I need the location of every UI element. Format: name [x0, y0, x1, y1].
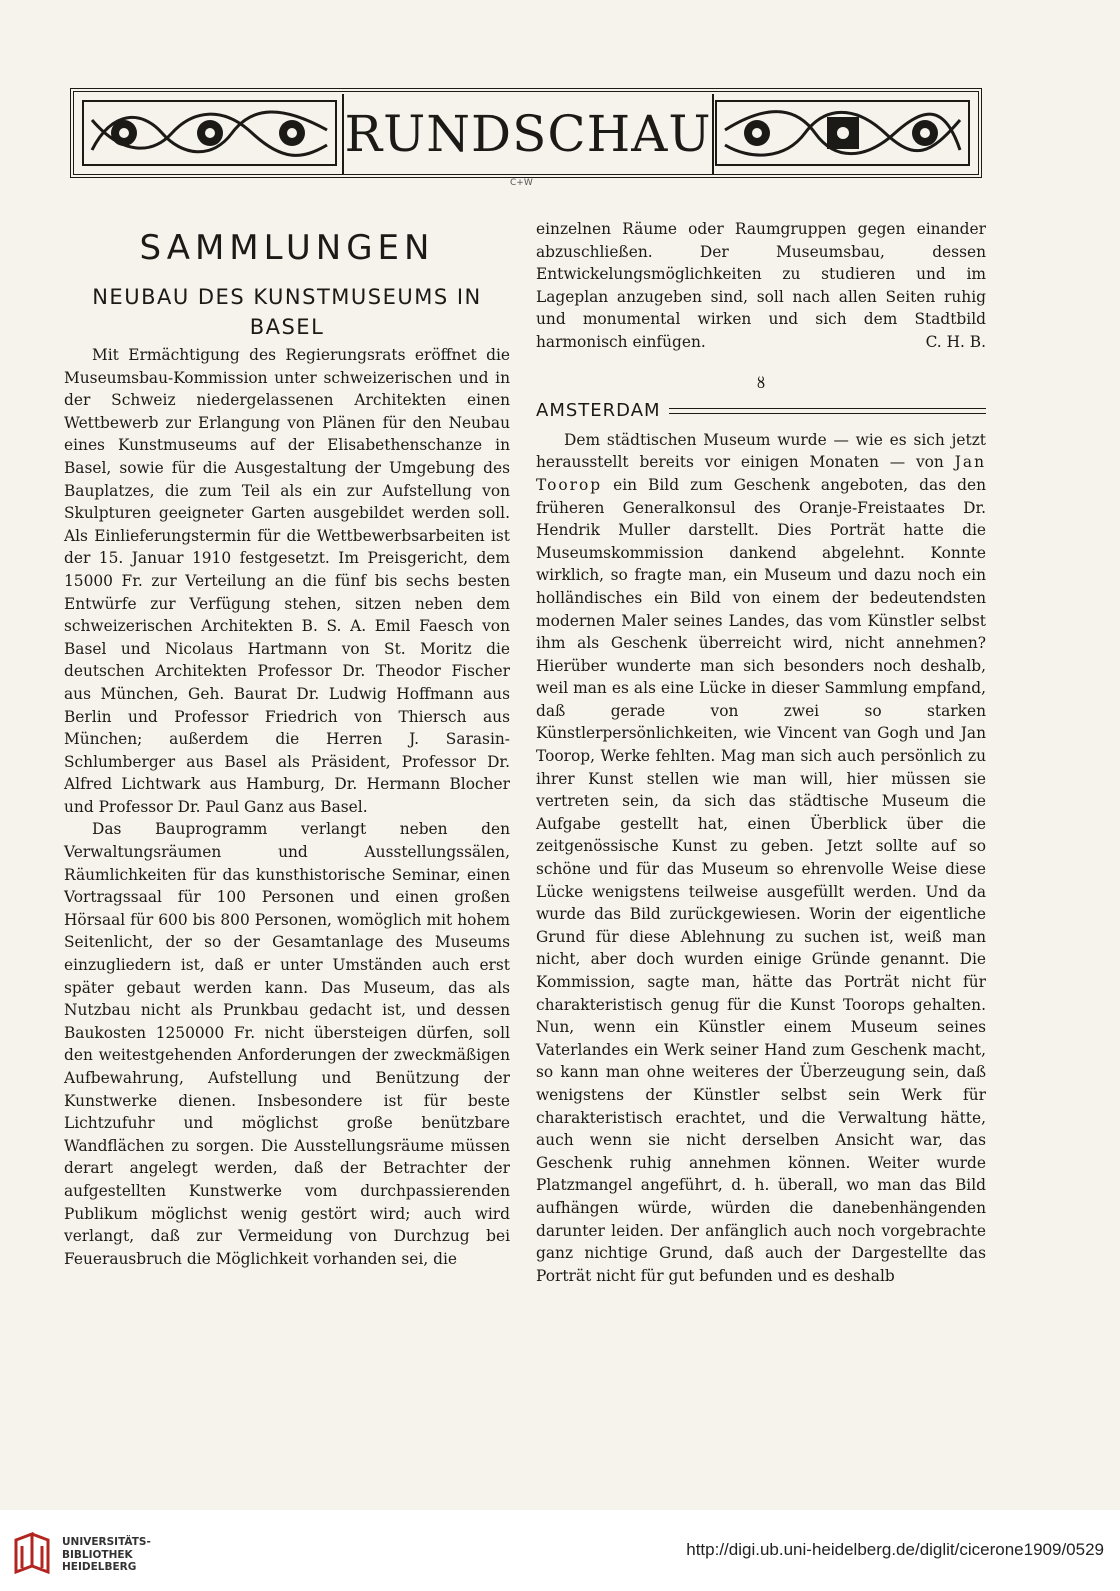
- banner-title: RUNDSCHAU: [342, 94, 714, 174]
- section-separator-icon: ȣ: [756, 373, 766, 392]
- library-name-line: HEIDELBERG: [62, 1561, 137, 1573]
- rundschau-banner: [70, 88, 982, 178]
- library-name-line: UNIVERSITÄTS-: [62, 1536, 151, 1548]
- source-url-link[interactable]: http://digi.ub.uni-heidelberg.de/diglit/cicerone1909/0529: [686, 1540, 1104, 1559]
- library-name: [62, 1536, 151, 1574]
- paragraph: [536, 429, 986, 1288]
- monogram-mark: C+W: [510, 178, 533, 188]
- paragraph-text: Dem städtischen Museum wurde — wie es sich jetzt herausstellt bereits vor einigen Monaten — von: [536, 430, 986, 472]
- heading-text: AMSTERDAM: [536, 400, 661, 422]
- right-column: [536, 218, 986, 1287]
- paragraph-text: einzelnen Räume oder Raumgruppen gegen einander abzuschließen. Der Museumsbau, dessen Entwickelungsmöglichkeiten zu studieren und im Lageplan anzugeben sind, soll nach allen Seiten ruhig und monumental wirken und sich dem Stadtbild harmonisch einfügen.: [536, 220, 986, 351]
- left-column: [64, 222, 510, 1270]
- footer-bar: [0, 1510, 1120, 1591]
- paragraph: Das Bauprogramm verlangt neben den Verwaltungsräumen und Ausstellungssälen, Räumlichkeiten für das kunsthistorische Seminar, einen Vortragssaal für 100 Personen und einen großen Hörsaal für 600 bis 800 Personen, womöglich mit hohem Seitenlicht, der so der Gesamtanlage des Museums einzugliedern ist, daß er unter Umständen auch erst später gebaut werden kann. Das Museum, das als Nutzbau nicht als Prunkbau gedacht ist, und dessen Baukosten 1250000 Fr. nicht übersteigen dürfen, soll den weitestgehenden Anforderungen der zweckmäßigen Aufbewahrung, Aufstellung und Benützung der Kunstwerke dienen. Insbesondere ist für beste Lichtzufuhr und möglichst große benützbare Wandflächen zu sorgen. Die Ausstellungsräume müssen derart angelegt werden, daß der Betrachter der aufgestellten Kunstwerke vom durchpassierenden Publikum möglichst wenig gestört wird; auch wird verlangt, daß zur Vermeidung von Durchzug bei Feuerausbruch die Möglichkeit vorhanden sei, die: [64, 820, 510, 1268]
- amsterdam-heading: [536, 400, 986, 423]
- paragraph: Mit Ermächtigung des Regierungsrats eröffnet die Museumsbau-Kommission unter schweizerischen und in der Schweiz niedergelassenen Architekten einen Wettbewerb zur Erlangung von Plänen für den Neubau eines Kunstmuseums auf der Elisabethenschanze in Basel, sowie für die Ausgestaltung der Umgebung des Bauplatzes, die zum Teil als ein zur Aufstellung von Skulpturen geeigneter Garten ausgebildet werden soll. Als Einlieferungstermin für die Wettbewerbsarbeiten ist der 15. Januar 1910 festgesetzt. Im Preisgericht, dem 15000 Fr. zur Verteilung an die fünf bis sechs besten Entwürfe zur Verfügung stehen, sitzen neben dem schweizerischen Architekten B. S. A. Emil Faesch von Basel und Nicolaus Hartmann von St. Moritz die deutschen Architekten Professor Dr. Theodor Fischer aus München, Geh. Baurat Dr. Ludwig Hoffmann aus Berlin und Professor Friedrich von Thiersch aus München; außerdem die Herren J. Sarasin-Schlumberger aus Basel als Präsident, Professor Dr. Alfred Lichtwark aus Hamburg, Dr. Hermann Blocher und Professor Dr. Paul Ganz aus Basel.: [64, 346, 510, 816]
- library-logo-icon: [12, 1532, 52, 1576]
- artist-name: Jan Toorop: [536, 453, 986, 494]
- section-title: SAMMLUNGEN: [139, 228, 435, 268]
- paragraph-text: ein Bild zum Geschenk angeboten, das den früheren Generalkonsul des Oranje-Freistaates Dr. Hendrik Muller darstellt. Dies Porträt hatte die Museumskommission dankend abgelehnt. Konnte wirklich, so fragte man, ein Museum und dazu noch ein holländisches ein Bild von einem der bedeutendsten modernen Maler seines Landes, das vom Künstler selbst ihm als Geschenk überreicht wird, nicht annehmen? Hierüber wunderte man sich besonders noch deshalb, weil man es als eine Lücke in dieser Sammlung empfand, daß gerade von zwei so starken Künstlerpersönlichkeiten, wie Vincent van Gogh und Jan Toorop, Werke fehlten. Mag man sich auch persönlich zu ihrer Kunst stellen wie man will, hier müssen sie vertreten sein, da sich das städtische Museum die Aufgabe gestellt hat, einen Überblick über die zeitgenössische Kunst zu geben. Jetzt sollte auf so schöne und für das Museum so ehrenvolle Weise diese Lücke wenigstens teilweise ausgefüllt werden. Und da wurde das Bild zurückgewiesen. Worin der eigentliche Grund für diese Ablehnung zu suchen ist, weiß man nicht, aber doch wurden einige Gründe genannt. Die Kommission, sagte man, hätte das Porträt nicht für charakteristisch genug für die Kunst Toorops gehalten. Nun, wenn ein Künstler einem Museum seines Vaterlandes ein Werk seiner Hand zum Geschenk macht, so kann man ohne weiteres der Überzeugung sein, daß wenigstens der Künstler selbst sein Werk für charakteristisch erachtet, und die Verwaltung hätte, auch wenn sie nicht derselben Ansicht war, das Geschenk ruhig annehmen können. Weiter wurde Platzmangel angeführt, d. h. überall, wo man das Bild aufhängen würde, würden die danebenhängenden darunter leiden. Der anfänglich auch noch vorgebrachte ganz nichtige Grund, daß auch der Dargestellte das Porträt nicht für gut befunden und es deshalb: [536, 475, 986, 1285]
- paragraph-continued: [536, 218, 986, 354]
- author-signature: C. H. B.: [925, 332, 986, 351]
- library-name-line: BIBLIOTHEK: [62, 1548, 133, 1561]
- ornament-left-icon: [82, 100, 337, 166]
- article-subtitle: NEUBAU DES KUNSTMUSEUMS IN BASEL: [92, 285, 482, 339]
- double-rule: [669, 408, 986, 414]
- ornament-right-icon: [715, 100, 970, 166]
